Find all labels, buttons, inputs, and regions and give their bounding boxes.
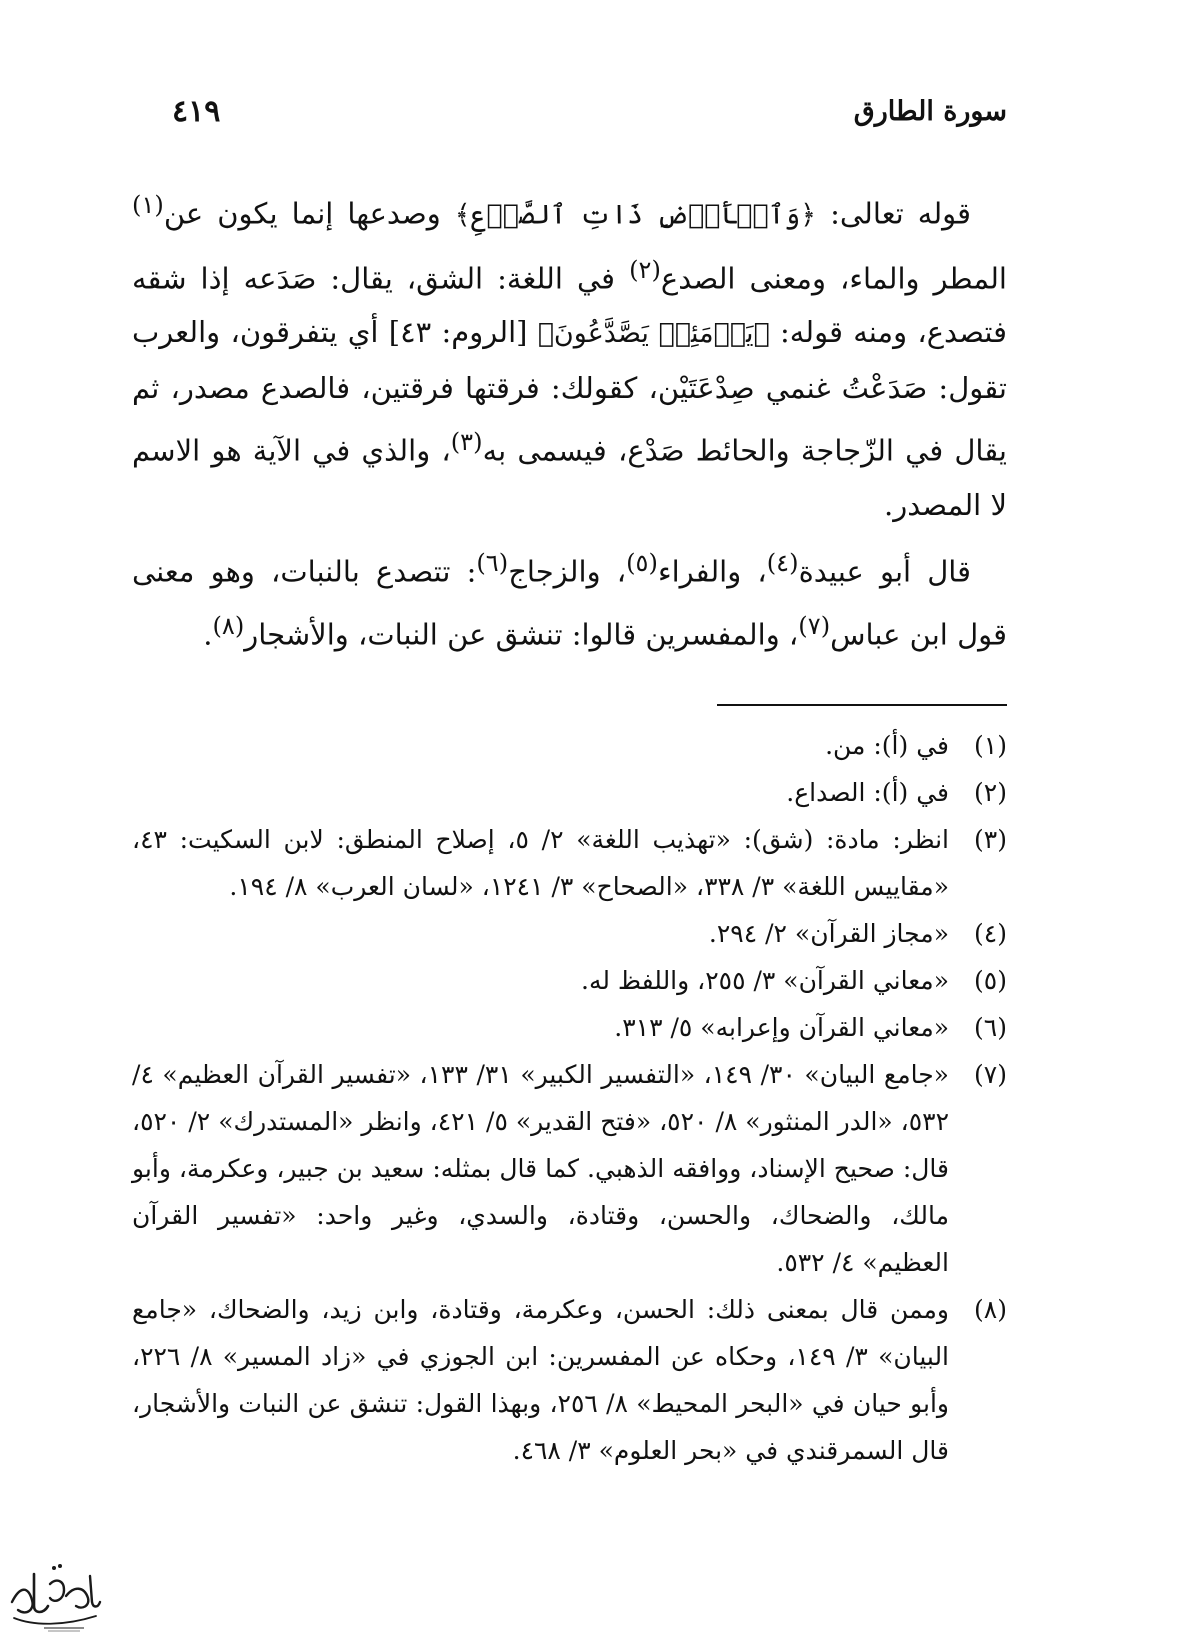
page-number: ٤١٩	[172, 94, 221, 129]
text-run: قوله تعالى:	[816, 196, 971, 231]
footnote-ref-6[interactable]: (٦)	[476, 548, 509, 577]
footnote-item	[132, 722, 1007, 769]
paragraph-1	[132, 178, 1007, 532]
text-run: ، والمفسرين قالوا: تنشق عن النبات، والأشجار	[244, 617, 799, 652]
text-run: ، والزجاج	[508, 554, 627, 589]
text-run: .	[203, 617, 213, 652]
footnote-divider	[717, 704, 1007, 706]
footnote-text: «مجاز القرآن» ٢/ ٢٩٤.	[708, 919, 949, 948]
footnote-text: في (أ): الصداع.	[786, 778, 949, 807]
footnote-text: في (أ): من.	[825, 731, 949, 760]
text-run: قال أبو عبيدة	[798, 554, 971, 589]
footnote-text: «جامع البيان» ٣٠/ ١٤٩، «التفسير الكبير» ٣١/ ١٣٣، «تفسير القرآن العظيم» ٤/ ٥٣٢، «الدر المنثور» ٨/ ٥٢٠، «فتح القدير» ٥/ ٤٢١، وانظر «المستدرك» ٢/ ٥٢٠، قال: صحيح الإسناد، ووافقه الذهبي. كما قال بمثله: سعيد بن جبير، وعكرمة، وأبو مالك، والضحاك، والحسن، وقتادة، والسدي، وغير واحد: «تفسير القرآن العظيم» ٤/ ٥٣٢.	[132, 1060, 950, 1277]
quran-verse-2: ﴿يَوۡمَئِذٖ يَصَّدَّعُونَ﴾	[537, 318, 770, 350]
footnote-item	[132, 1286, 1007, 1474]
footnote-item	[132, 769, 1007, 816]
running-header	[132, 96, 1007, 136]
footnote-item	[132, 1051, 1007, 1286]
footnote-item	[132, 816, 1007, 910]
surah-title: سورة الطارق	[853, 96, 1007, 127]
text-run: وصدعها إنما يكون عن	[163, 196, 455, 231]
text-run: : تتصدع بالنبات، وهو معنى قول ابن عباس	[132, 554, 1007, 652]
footnote-text: «معاني القرآن» ٣/ ٢٥٥، واللفظ له.	[581, 966, 949, 995]
paragraph-2	[132, 536, 1007, 661]
footnote-ref-2[interactable]: (٢)	[629, 255, 661, 284]
footnote-item	[132, 957, 1007, 1004]
main-text	[132, 178, 1007, 661]
footnote-ref-3[interactable]: (٣)	[450, 428, 483, 457]
footnote-number: (٤)	[974, 919, 1007, 948]
quran-verse-1: ﴿وَٱلۡأَرۡضِ ذَاتِ ٱلصَّدۡعِ﴾	[454, 199, 817, 231]
footnote-ref-8[interactable]: (٨)	[212, 611, 245, 640]
footnote-number: (٨)	[974, 1295, 1007, 1324]
footnote-number: (٧)	[974, 1060, 1007, 1089]
footnote-ref-7[interactable]: (٧)	[798, 611, 831, 640]
footnote-ref-5[interactable]: (٥)	[626, 548, 658, 577]
footnote-item	[132, 910, 1007, 957]
footnote-number: (١)	[974, 731, 1007, 760]
footnotes-list	[132, 722, 1007, 1474]
text-run: المطر والماء، ومعنى الصدع	[660, 261, 1007, 296]
footnote-number: (٦)	[974, 1013, 1007, 1042]
text-run: في اللغة: الشق، يقال: صَدَعه إذا شقه فتصدع، ومنه قوله:	[132, 261, 1007, 350]
footnote-number: (٢)	[974, 778, 1007, 807]
footnote-number: (٣)	[974, 825, 1007, 854]
footnote-number: (٥)	[974, 966, 1007, 995]
text-run: ، والذي في الآية هو الاسم لا المصدر.	[132, 433, 1007, 522]
footnote-text: وممن قال بمعنى ذلك: الحسن، وعكرمة، وقتادة، وابن زيد، والضحاك، «جامع البيان» ٣/ ١٤٩، وحكاه عن المفسرين: ابن الجوزي في «زاد المسير» ٨/ ٢٢٦، وأبو حيان في «البحر المحيط» ٨/ ٢٥٦، وبهذا القول: تنشق عن النبات والأشجار، قال السمرقندي في «بحر العلوم» ٣/ ٤٦٨.	[132, 1295, 950, 1465]
footnote-ref-4[interactable]: (٤)	[766, 548, 799, 577]
text-run: ، والفراء	[657, 554, 767, 589]
calligraphy-stamp-icon	[4, 1556, 104, 1636]
footnote-item	[132, 1004, 1007, 1051]
stamp-drawing	[4, 1556, 104, 1636]
footnote-ref-1[interactable]: (١)	[132, 191, 164, 219]
footnote-text: انظر: مادة: (شق): «تهذيب اللغة» ٢/ ٥، إصلاح المنطق: لابن السكيت: ٤٣، «مقاييس اللغة» ٣/ ٣٣٨، «الصحاح» ٣/ ١٢٤١، «لسان العرب» ٨/ ١٩٤.	[132, 825, 949, 901]
footnote-text: «معاني القرآن وإعرابه» ٥/ ٣١٣.	[614, 1013, 949, 1042]
text-run: [الروم: ٤٣] أي يتفرقون، والعرب تقول: صَدَعْتُ غنمي صِدْعَتَيْن، كقولك: فرقتها فرقتين، فالصدع مصدر، ثم يقال في الزّجاجة والحائط صَدْع، فيسمى به	[132, 315, 1007, 468]
